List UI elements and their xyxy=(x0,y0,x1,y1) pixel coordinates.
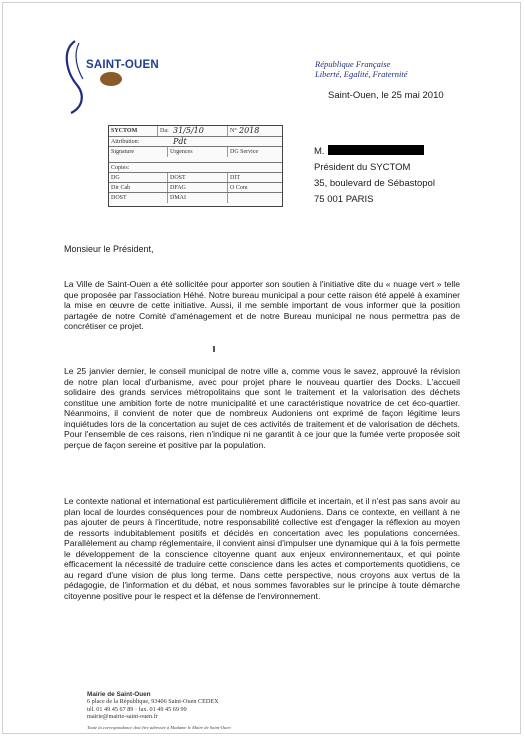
stamp-num-value: 2018 xyxy=(239,126,260,135)
paragraph-1: La Ville de Saint-Ouen a été sollicitée pour apporter son soutien à l'initiative dite du « nuage vert » telle que proposée par l'association Héhé. Notre bureau municipal a pour cette raison été appelé à examiner la mise en œuvre de cette initiative. Aussi, il me semble important de vous informer que la position partagée de notre Comité d'aménagement et de notre Bureau municipal ne nous permettra pas de concrétiser ce projet. xyxy=(64,279,460,331)
stamp-cell: DIT xyxy=(227,173,240,183)
stamp-cell: DG xyxy=(111,175,120,181)
redaction-bar xyxy=(328,145,424,155)
footer-note: Toute la correspondance doit être adressée à Madame le Maire de Saint-Ouen xyxy=(87,725,231,730)
republic-mention xyxy=(315,59,408,79)
pen-mark xyxy=(213,346,215,352)
stamp-attribution-value: Pdt xyxy=(173,137,187,146)
reception-stamp xyxy=(108,125,283,207)
recipient-prefix: M. xyxy=(314,146,325,157)
stamp-cell xyxy=(227,193,230,203)
recipient-city: 75 001 PARIS xyxy=(314,194,374,205)
paragraph-3: Le contexte national et international est particulièrement difficile et incertain, et il n'est pas sans avoir au plan local de lourdes conséquences pour de nombreux Audoniens. Dans ce contexte, en veillant à ne pas ajouter de peurs à l'incertitude, notre responsabilité collective est d'engager la réflexion au moyen de ressorts indubitablement positifs et décidés en concertation avec les populations concernées. Parallèlement au champ réglementaire, il convient ainsi d'impulser une dynamique qui à la fois permette le développement de la conscience citoyenne quant aux enjeux environnementaux, et qui pointe efficacement la nécessité de traduire cette conscience dans les actes et comportements quotidiens, ce au regard d'une vision de plus long terme. Dans cette perspective, nous croyons aux vertus de la pédagogie, de l'information et du débat, et nous sommes favorables sur le principe à toute démarche citoyenne positive pour le respect et la défense de l'environnement. xyxy=(64,496,460,601)
stamp-cell: DOST xyxy=(167,173,186,183)
stamp-attribution-label: Attribution: xyxy=(111,139,140,145)
stamp-signature-label: Signature xyxy=(111,149,134,155)
stamp-cell: DFAG xyxy=(167,183,186,193)
footer-line: 6 place de la République, 93406 Saint-Ouen CEDEX xyxy=(87,698,219,706)
motto-line: Liberté, Egalité, Fraternité xyxy=(315,69,408,79)
letter-page xyxy=(2,2,521,734)
saint-ouen-logo xyxy=(53,33,153,118)
salutation: Monsieur le Président, xyxy=(64,244,154,254)
stamp-date-value: 31/5/10 xyxy=(173,126,204,135)
footer-address xyxy=(87,691,219,721)
recipient-name-line xyxy=(314,144,435,160)
stamp-cell: O Com xyxy=(227,183,248,193)
recipient-street: 35, boulevard de Sébastopol xyxy=(314,178,435,189)
date-line: Saint-Ouen, le 25 mai 2010 xyxy=(328,90,444,101)
stamp-cell: Dir Cab xyxy=(111,185,131,191)
stamp-cell: DMAI xyxy=(167,193,186,203)
recipient-address xyxy=(314,144,435,208)
logo-text: SAINT-OUEN xyxy=(86,59,159,71)
stamp-copies-label: Copies: xyxy=(111,165,130,171)
stamp-date-label: Da: xyxy=(157,126,169,136)
republic-line: République Française xyxy=(315,59,391,69)
stamp-num-label: N° xyxy=(227,126,237,136)
footer-line: tél. 01 49 45 67 89 · fax. 01 49 45 69 99 xyxy=(87,705,187,713)
stamp-col3: DG Service xyxy=(227,147,258,157)
stamp-cell: DOST xyxy=(111,195,127,201)
footer-line: mairie@mairie-saint-ouen.fr xyxy=(87,713,158,721)
recipient-title: Président du SYCTOM xyxy=(314,162,411,173)
footer-title: Mairie de Saint-Ouen xyxy=(87,691,151,698)
stamp-col2: Urgences xyxy=(167,147,193,157)
paragraph-2: Le 25 janvier dernier, le conseil municipal de notre ville a, comme vous le savez, approuvé la révision de notre plan local d'urbanisme, avec pour projet phare le nouveau quartier des Docks. L'accueil solidaire des grands services métropolitains que sont le traitement et la valorisation des déchets constitue une ambition forte de notre municipalité et une caractéristique novatrice de cet éco-quartier. Néanmoins, il convient de noter que de nombreux Audoniens ont exprimé de façon légitime leurs inquiétudes lors de la concertation au sujet de ces activités de traitement et de valorisation de déchets. Pour l'ensemble de ces raisons, rien n'indique ni ne garantit à ce jour que la fumée verte proposée soit perçue de façon sereine et positive par la population. xyxy=(64,366,460,450)
stamp-org: SYCTOM xyxy=(111,128,138,134)
